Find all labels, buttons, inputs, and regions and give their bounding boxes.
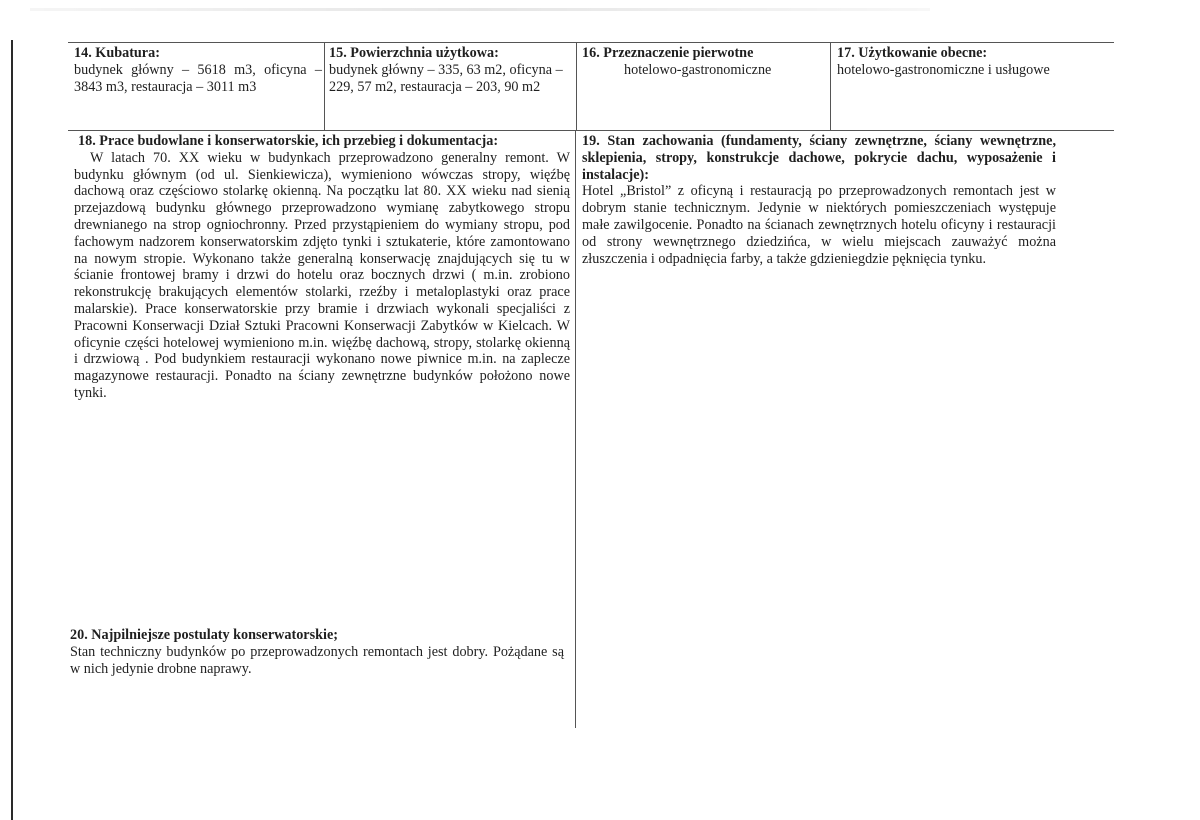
table-rule-col2 bbox=[576, 42, 577, 130]
field-14-value: budynek główny – 5618 m3, oficyna – 3843 m3, restauracja – 3011 m3 bbox=[74, 61, 322, 95]
field-14-title: 14. Kubatura: bbox=[74, 45, 160, 61]
field-17-value: hotelowo-gastronomiczne i usługowe bbox=[837, 61, 1050, 78]
field-19-value: Hotel „Bristol” z oficyną i restauracją po przeprowadzonych remontach jest w dobrym stanie technicznym. Jedynie w niektórych pomieszczeniach występuje małe zawilgocenie. Ponadto na ścianach zewnętrznych hotelu oficyny i restauracji od strony wewnętrznego dziedzińca, w wielu miejscach zauważyć można złuszczenia i odpadnięcia farby, a także gdzieniegdzie pęknięcia tynku. bbox=[582, 183, 1056, 267]
field-18-value: W latach 70. XX wieku w budynkach przeprowadzono generalny remont. W budynku głównym (od ul. Sienkiewicza), wymieniono wówczas stropy, więźbę dachową oraz częściowo stolarkę okienną. Na początku lat 80. XX wieku nad sienią przejazdową budynku głównego przeprowadzono wymianę zabytkowego stropu drewnianego na strop ogniochronny. Przed przystąpieniem do wymiany stropu, pod fachowym nadzorem konserwatorskim zdjęto tynki i sztukaterie, które zamontowano na nowym stropie. Wykonano także generalną konserwację znajdujących się tu w ścianie frontowej bramy i drzwi do hotelu oraz bocznych drzwi ( m.in. zrobiono rekonstrukcję brakujących elementów stolarki, rzeźby i metaloplastyki oraz prace malarskie). Prace konserwatorskie przy bramie i drzwiach wykonali specjaliści z Pracowni Konserwacji Dział Sztuki Pracowni Konserwacji Zabytków w Kielcach. W oficynie części hotelowej wymieniono m.in. więźbę dachową, stropy, stolarkę okienną i drzwiową . Pod budynkiem restauracji wykonano nowe piwnice m.in. na zaplecze magazynowe restauracji. Ponadto na ściany zewnętrzne budynków położono nowe tynki. bbox=[74, 149, 570, 401]
field-17-uzytkowanie bbox=[837, 45, 1113, 79]
field-15-powierzchnia bbox=[329, 45, 573, 95]
field-18-prace bbox=[74, 133, 570, 402]
field-20-postulaty bbox=[70, 627, 564, 677]
field-14-kubatura bbox=[74, 45, 322, 95]
table-rule-row1-bottom bbox=[68, 130, 1114, 131]
field-16-przeznaczenie bbox=[582, 45, 826, 79]
field-16-title: 16. Przeznaczenie pierwotne bbox=[582, 45, 754, 61]
field-18-title: 18. Prace budowlane i konserwatorskie, ich przebieg i dokumentacja: bbox=[78, 133, 499, 149]
table-rule-col1 bbox=[324, 42, 325, 130]
field-20-title: 20. Najpilniejsze postulaty konserwatorskie; bbox=[70, 627, 338, 643]
field-15-title: 15. Powierzchnia użytkowa: bbox=[329, 45, 499, 61]
table-rule-top bbox=[68, 42, 1114, 43]
table-rule-col3 bbox=[830, 42, 831, 130]
field-16-value: hotelowo-gastronomiczne bbox=[624, 61, 772, 78]
field-17-title: 17. Użytkowanie obecne: bbox=[837, 45, 988, 61]
scan-artifact-left-edge bbox=[11, 40, 13, 820]
field-19-stan-zachowania bbox=[582, 133, 1056, 267]
scan-artifact-top bbox=[30, 8, 930, 11]
table-rule-middle bbox=[575, 130, 576, 728]
field-15-value: budynek główny – 335, 63 m2, oficyna – 229, 57 m2, restauracja – 203, 90 m2 bbox=[329, 61, 563, 95]
field-20-value: Stan techniczny budynków po przeprowadzonych remontach jest dobry. Pożądane są w nich jedynie drobne naprawy. bbox=[70, 643, 564, 677]
field-19-title: 19. Stan zachowania (fundamenty, ściany zewnętrzne, ściany wewnętrzne, sklepienia, stropy, konstrukcje dachowe, pokrycie dachu, wyposażenie i instalacje): bbox=[582, 133, 1056, 183]
